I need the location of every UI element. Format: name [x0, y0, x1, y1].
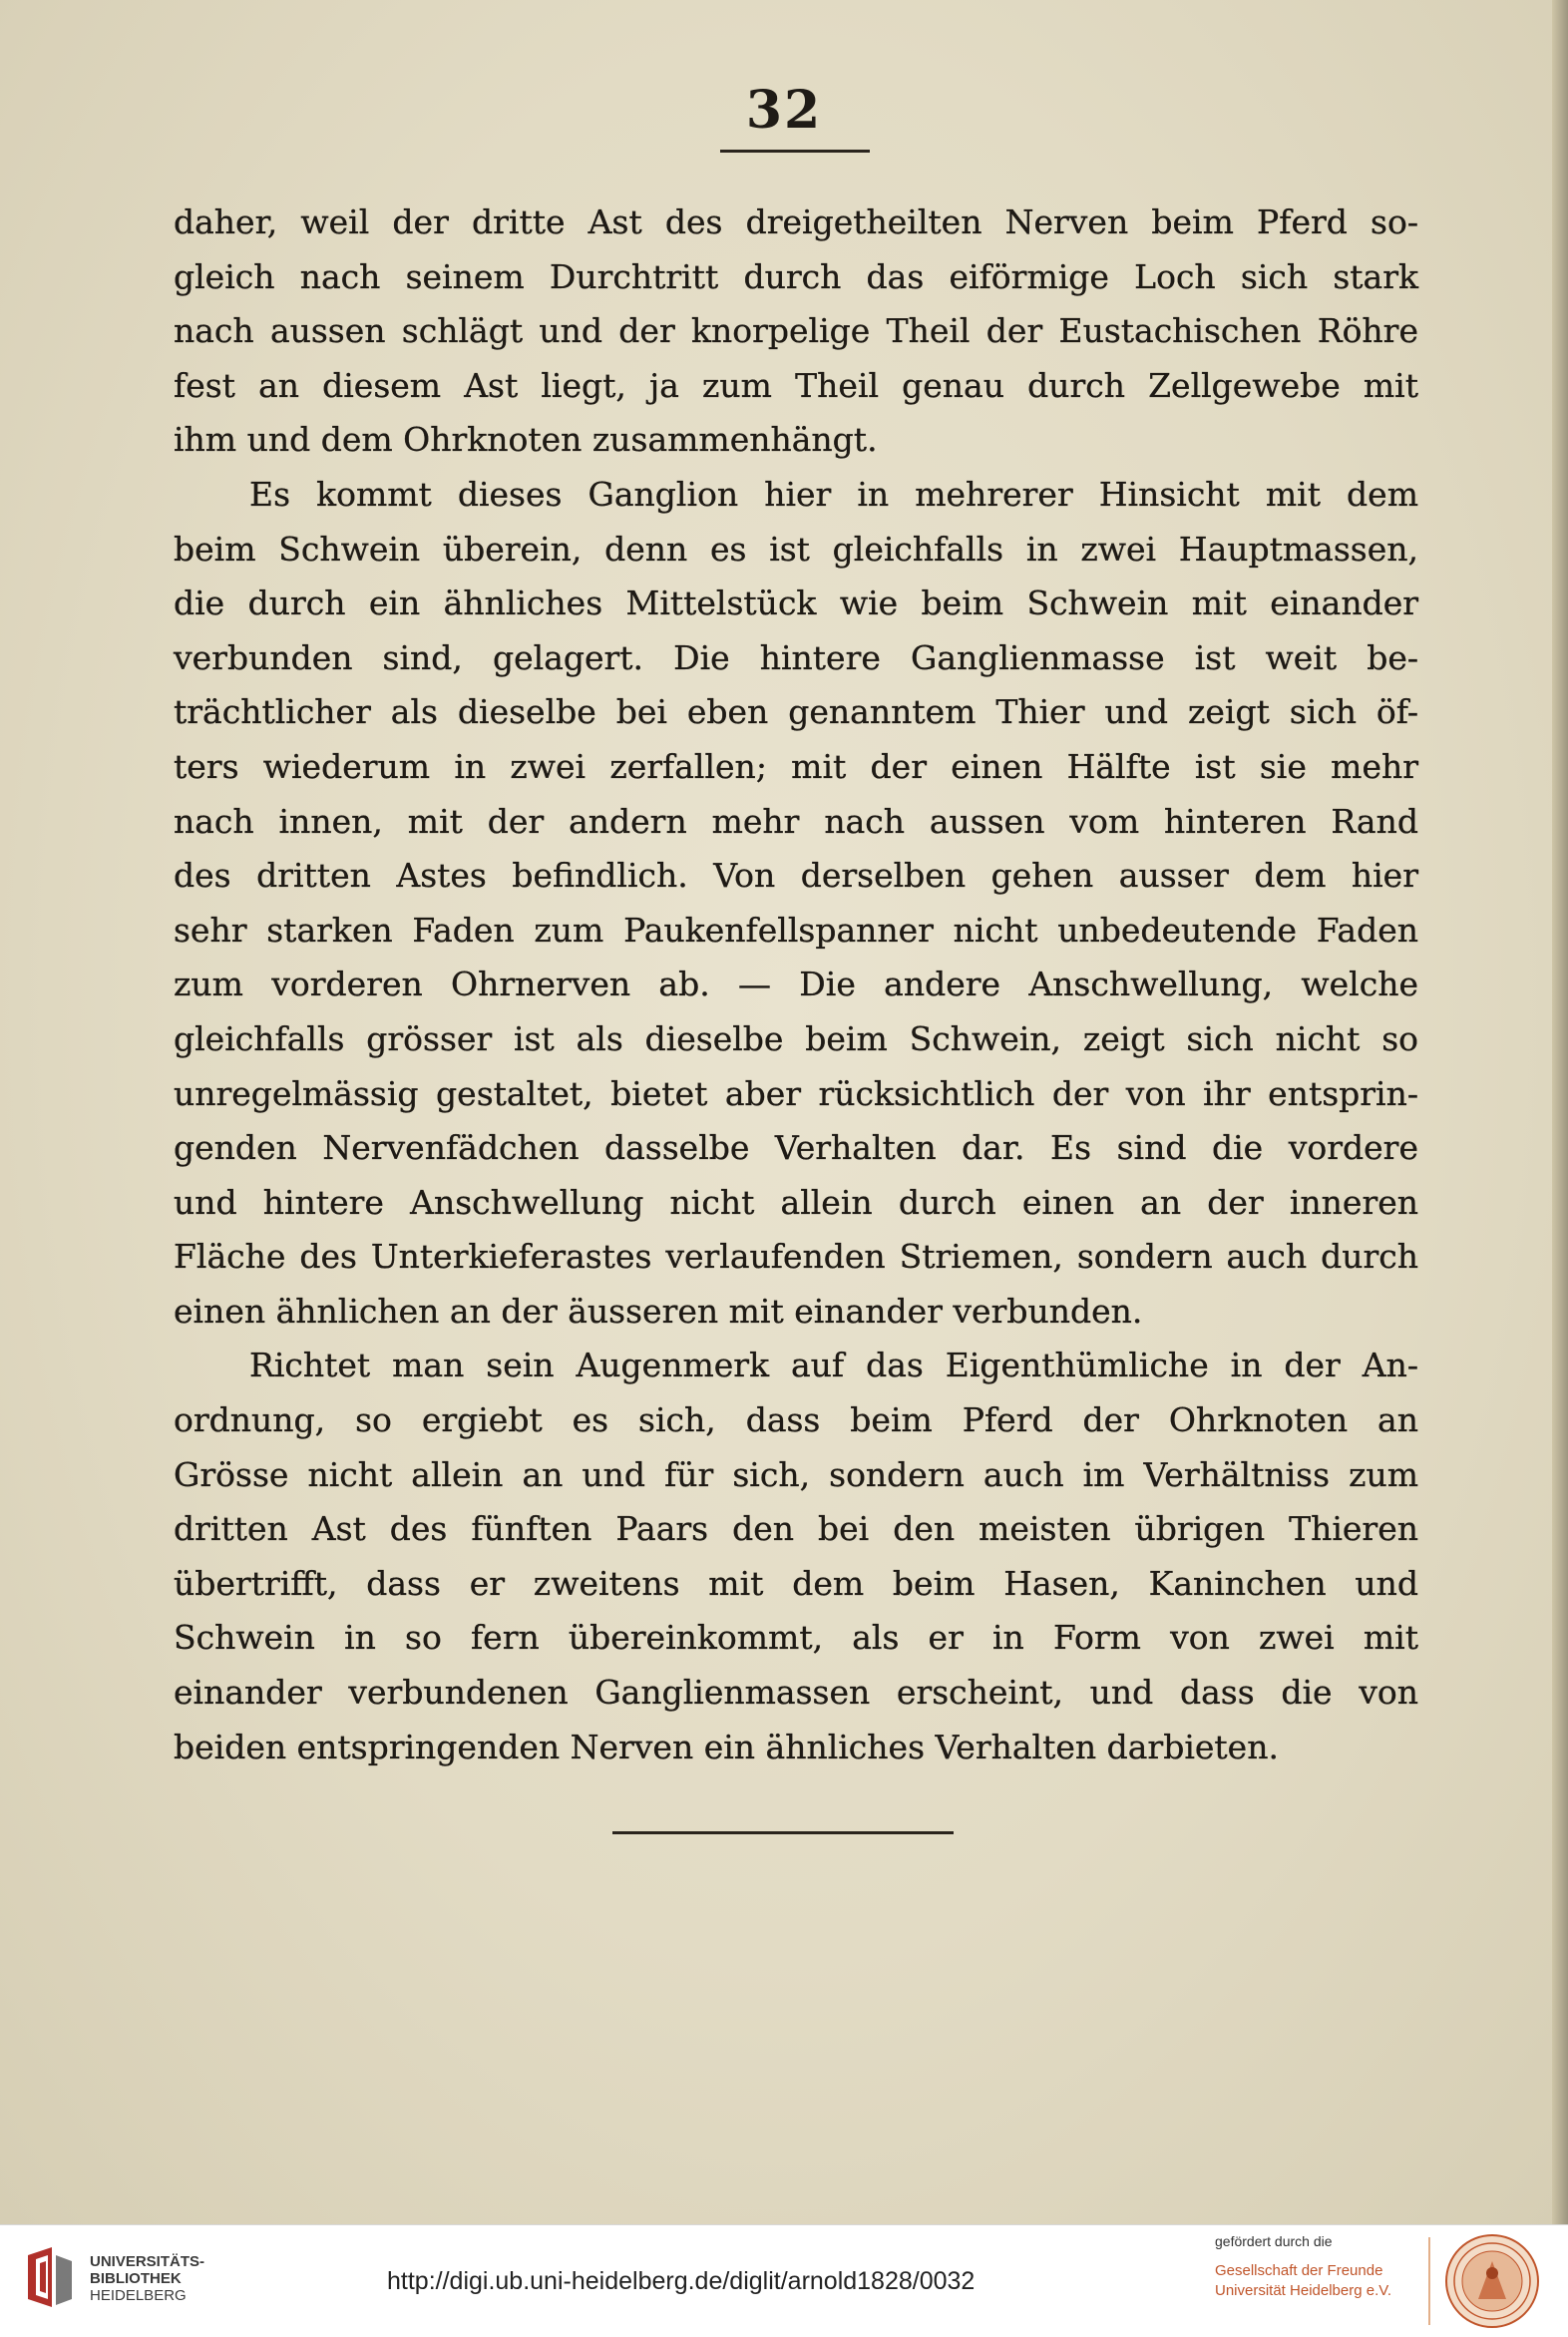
- text-line: die durch ein ähnliches Mittelstück wie beim Schwein mit einander: [174, 584, 1418, 623]
- society-name: [1215, 2261, 1391, 2301]
- library-name-line: UNIVERSITÄTS-: [90, 2253, 205, 2270]
- text-line: ters wiederum in zwei zerfallen; mit der einen Hälfte ist sie mehr: [174, 746, 1418, 786]
- text-line: des dritten Astes befindlich. Von derselben gehen ausser dem hier: [174, 856, 1418, 896]
- page-number: 32: [745, 80, 823, 141]
- text-line: Es kommt dieses Ganglion hier in mehrerer Hinsicht mit dem: [249, 474, 1418, 514]
- footer-divider: [1428, 2237, 1430, 2325]
- page-edge: [1552, 0, 1568, 2224]
- text-line: nach aussen schlägt und der knorpelige Theil der Eustachischen Röhre: [174, 311, 1418, 351]
- text-line: und hintere Anschwellung nicht allein durch einen an der inneren: [174, 1182, 1418, 1222]
- text-line: verbunden sind, gelagert. Die hintere Ganglienmasse ist weit be-: [174, 637, 1418, 677]
- text-line: einander verbundenen Ganglienmassen erscheint, und dass die von: [174, 1673, 1418, 1713]
- text-line: beim Schwein überein, denn es ist gleichfalls in zwei Hauptmassen,: [174, 529, 1418, 569]
- text-line: gleich nach seinem Durchtritt durch das eiförmige Loch sich stark: [174, 256, 1418, 296]
- text-line: Richtet man sein Augenmerk auf das Eigenthümliche in der An-: [249, 1346, 1418, 1385]
- text-line: gleichfalls grösser ist als dieselbe beim Schwein, zeigt sich nicht so: [174, 1018, 1418, 1058]
- page-number-rule: [720, 150, 870, 153]
- library-name-line: BIBLIOTHEK: [90, 2270, 182, 2287]
- text-line: sehr starken Faden zum Paukenfellspanner nicht unbedeutende Faden: [174, 910, 1418, 950]
- text-line: einen ähnlichen an der äusseren mit einander verbunden.: [174, 1291, 1143, 1331]
- text-line: ihm und dem Ohrknoten zusammenhängt.: [174, 420, 878, 460]
- text-line: Grösse nicht allein an und für sich, sondern auch im Verhältniss zum: [174, 1454, 1418, 1494]
- text-line: beiden entspringenden Nerven ein ähnliches Verhalten darbieten.: [174, 1727, 1279, 1766]
- society-name-line: Gesellschaft der Freunde: [1215, 2262, 1383, 2279]
- end-rule: [612, 1831, 954, 1834]
- text-line: daher, weil der dritte Ast des dreigetheilten Nerven beim Pferd so-: [174, 202, 1418, 241]
- text-line: unregelmässig gestaltet, bietet aber rücksichtlich der von ihr entsprin-: [174, 1073, 1418, 1113]
- text-line: fest an diesem Ast liegt, ja zum Theil genau durch Zellgewebe mit: [174, 365, 1418, 405]
- text-line: genden Nervenfädchen dasselbe Verhalten dar. Es sind die vordere: [174, 1128, 1418, 1168]
- library-logo-icon: [22, 2245, 78, 2309]
- university-seal-icon: [1444, 2233, 1540, 2329]
- library-name-line: HEIDELBERG: [90, 2287, 187, 2304]
- library-name: [90, 2253, 204, 2304]
- text-line: Fläche des Unterkieferastes verlaufenden Striemen, sondern auch durch: [174, 1237, 1418, 1277]
- text-line: ordnung, so ergiebt es sich, dass beim Pferd der Ohrknoten an: [174, 1400, 1418, 1440]
- society-name-line: Universität Heidelberg e.V.: [1215, 2282, 1392, 2299]
- footer-bar: [0, 2224, 1568, 2337]
- text-line: übertrifft, dass er zweitens mit dem beim Hasen, Kaninchen und: [174, 1563, 1418, 1603]
- text-line: Schwein in so fern übereinkommt, als er in Form von zwei mit: [174, 1618, 1418, 1658]
- text-line: dritten Ast des fünften Paars den bei den meisten übrigen Thieren: [174, 1509, 1418, 1549]
- funded-by-text: gefördert durch die: [1215, 2233, 1333, 2249]
- text-line: nach innen, mit der andern mehr nach aussen vom hinteren Rand: [174, 801, 1418, 841]
- permalink[interactable]: http://digi.ub.uni-heidelberg.de/diglit/arnold1828/0032: [387, 2267, 976, 2295]
- text-line: zum vorderen Ohrnerven ab. — Die andere Anschwellung, welche: [174, 965, 1418, 1004]
- text-line: trächtlicher als dieselbe bei eben genanntem Thier und zeigt sich öf-: [174, 692, 1418, 732]
- body-text: [174, 195, 1418, 1774]
